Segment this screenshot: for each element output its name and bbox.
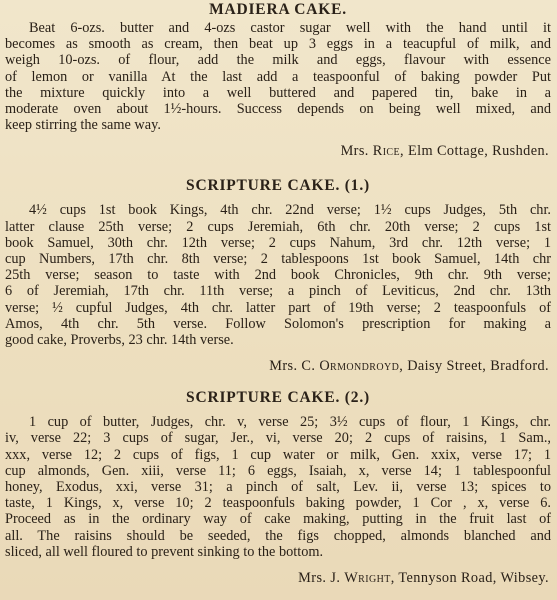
recipe-line: sliced, all well floured to prevent sinking to the bottom. — [5, 543, 324, 560]
signature-prefix: Mrs. C. — [269, 358, 316, 375]
recipe-line: becomes as smooth as cream, then beat up 3 eggs in a teacupful of milk, and — [5, 36, 551, 53]
recipe-line: taste, 1 Kings, x, verse 10; 2 teaspoonfuls baking powder, 1 Cor , x, verse 6. — [5, 495, 551, 512]
recipe-line: 25th verse; season to taste with 2nd book Chronicles, 9th chr. 9th verse; — [5, 267, 551, 284]
recipe-scripture-cake-2 — [5, 389, 551, 587]
recipe-body — [5, 20, 551, 133]
recipe-line: good cake, Proverbs, 23 chr. 14th verse. — [5, 332, 234, 349]
recipe-line: honey, Exodus, xxi, verse 31; a pinch of salt, Lev. ii, verse 13; spices to — [5, 479, 551, 496]
recipe-madeira-cake — [5, 0, 551, 160]
signature-name: Rice, — [372, 143, 404, 160]
signature-address: Tennyson Road, Wibsey. — [398, 570, 549, 587]
signature-prefix: Mrs. — [340, 143, 369, 160]
recipe-title: SCRIPTURE CAKE. (2.) — [186, 389, 370, 407]
recipe-line: 1 cup of butter, Judges, chr. v, verse 25; 3½ cups of flour, 1 Kings, chr. — [29, 414, 551, 431]
recipe-title: SCRIPTURE CAKE. (1.) — [186, 177, 370, 195]
recipe-line: Amos, 4th chr. 5th verse. Follow Solomon's prescription for making a — [5, 315, 551, 332]
recipe-line: 6 of Jeremiah, 17th chr. 11th verse; a pinch of Leviticus, 2nd chr. 13th — [5, 283, 551, 300]
recipe-line: keep stirring the same way. — [5, 117, 161, 134]
recipe-line: moderate oven about 1½-hours. Success depends on being well mixed, and — [5, 101, 551, 118]
recipe-body — [5, 414, 551, 560]
recipe-signature — [5, 570, 551, 587]
signature-address: Elm Cottage, Rushden. — [407, 143, 549, 160]
recipe-line: 4½ cups 1st book Kings, 4th chr. 22nd verse; 1½ cups Judges, 5th chr. — [29, 202, 551, 219]
signature-name: Wright, — [344, 570, 395, 587]
recipe-title: MADIERA CAKE. — [209, 1, 347, 18]
recipe-line: of lemon or vanilla At the last add a teaspoonful of baking powder Put — [5, 68, 551, 85]
recipe-line: cup almonds, Gen. xiii, verse 11; 6 eggs, Isaiah, x, verse 14; 1 tablespoonful — [5, 462, 551, 479]
recipe-line: xxx, verse 12; 2 cups of figs, 1 cup water or milk, Gen. xxix, verse 17; 1 — [5, 446, 551, 463]
recipe-line: cup Numbers, 17th chr. 8th verse; 2 tablespoons 1st book Samuel, 14th chr — [5, 251, 551, 268]
signature-name: Ormondroyd, — [319, 358, 404, 375]
recipe-line: verse; ½ cupful Judges, 4th chr. latter part of 19th verse; 2 teaspoonfuls of — [5, 299, 551, 316]
recipe-signature — [5, 358, 551, 375]
recipe-line: book Samuel, 30th chr. 12th verse; 2 cups Nahum, 3rd chr. 12th verse; 1 — [5, 234, 551, 251]
recipe-line: Proceed as in the ordinary way of cake making, putting in the fruit last of — [5, 511, 551, 528]
recipe-signature — [5, 143, 551, 160]
recipe-line: the mixture quickly into a well buttered and papered tin, bake in a — [5, 84, 551, 101]
recipe-scripture-cake-1 — [5, 177, 551, 375]
signature-address: Daisy Street, Bradford. — [407, 358, 549, 375]
recipe-body — [5, 202, 551, 348]
recipe-line: iv, verse 22; 3 cups of sugar, Jer., vi, verse 20; 2 cups of raisins, 1 Sam., — [5, 430, 551, 447]
recipe-line: latter clause 25th verse; 2 cups Jeremiah, 6th chr. 20th verse; 2 cups 1st — [5, 218, 551, 235]
recipe-line: Beat 6-ozs. butter and 4-ozs castor sugar well with the hand until it — [29, 20, 551, 36]
recipe-line: all. The raisins should be seeded, the figs chopped, almonds blanched and — [5, 527, 551, 544]
signature-prefix: Mrs. J. — [298, 570, 341, 587]
recipe-line: weigh 10-ozs. of flour, add the milk and eggs, flavour with essence — [5, 52, 551, 69]
